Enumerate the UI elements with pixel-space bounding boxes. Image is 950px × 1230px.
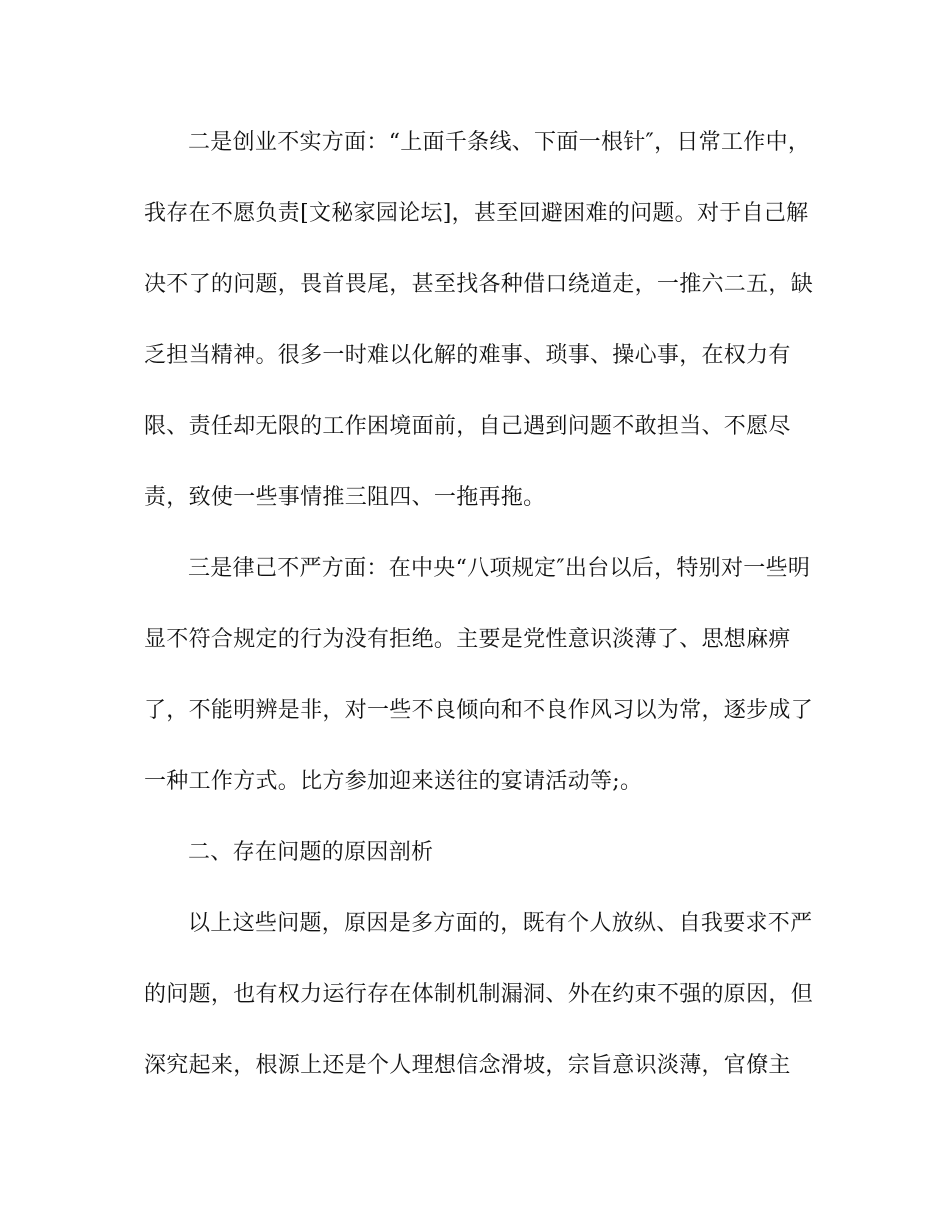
- paragraph-line-9: 了，不能明辨是非，对一些不良倾向和不良作风习以为常，逐步成了: [144, 698, 814, 723]
- paragraph-line-10: 一种工作方式。比方参加迎来送往的宴请活动等;。: [144, 769, 643, 794]
- section-heading: 二、存在问题的原因剖析: [188, 840, 434, 865]
- paragraph-line-4: 乏担当精神。很多一时难以化解的难事、琐事、操心事，在权力有: [144, 343, 791, 368]
- paragraph-line-12: 以上这些问题，原因是多方面的，既有个人放纵、自我要求不严: [188, 911, 813, 936]
- paragraph-line-8: 显不符合规定的行为没有拒绝。主要是党性意识淡薄了、思想麻痹: [144, 627, 791, 652]
- paragraph-line-2: 我存在不愿负责[文秘家园论坛]，甚至回避困难的问题。对于自己解: [144, 201, 809, 226]
- paragraph-line-13: 的问题，也有权力运行存在体制机制漏洞、外在约束不强的原因，但: [144, 982, 814, 1007]
- paragraph-line-1: 二是创业不实方面：“上面千条线、下面一根针″，日常工作中，: [188, 130, 811, 155]
- paragraph-line-14: 深究起来，根源上还是个人理想信念滑坡，宗旨意识淡薄，官僚主: [144, 1053, 791, 1078]
- paragraph-line-7: 三是律己不严方面：在中央“八项规定″出台以后，特别对一些明: [188, 556, 811, 581]
- paragraph-line-5: 限、责任却无限的工作困境面前，自己遇到问题不敢担当、不愿尽: [144, 414, 791, 439]
- paragraph-line-3: 决不了的问题，畏首畏尾，甚至找各种借口绕道走，一推六二五，缺: [144, 272, 814, 297]
- paragraph-line-6: 责，致使一些事情推三阻四、一拖再拖。: [144, 485, 546, 510]
